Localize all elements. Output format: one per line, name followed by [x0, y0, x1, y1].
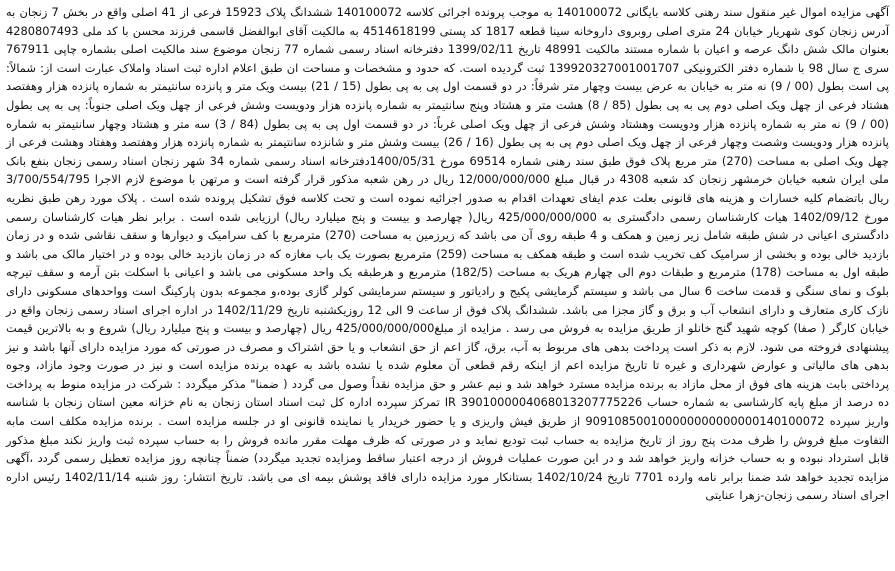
auction-notice-text: آگهی مزایده اموال غیر منقول سند رهنی کلاسه بایگانی 140100072 به موجب پرونده اجرائی کلاسه 140100072 ششدانگ پلاک 15923 فرعی از 41 اصلی واقع در بخش 7 زنجان به آدرس زنجان کوی شهریار خیابان 24 متری اصلی روبروی داروخانه سینا قطعه 1817 کد پستی 4514618199 به مالکیت آقای ابوالفضل قاسمی فرزند محسن با کد ملی 4280807493 بعنوان مالک شش دانگ عرصه و اعیان با شماره مستند مالکیت 48991 تاریخ 1399/02/11 دفترخانه اسناد رسمی شماره 77 زنجان موضوع سند مالکیت اصلی بشماره چاپی 767911 سری ج سال 98 با شماره دفتر الکترونیکی 139920327001001707 ثبت گردیده است. که حدود و مشخصات و مساحت ان طبق اعلام اداره ثبت اسناد واملاک عبارت است از: شمالاً: پی است بطول (00 / 9) نه متر به خیابان به عرض بیست وچهار متر شرقاً: در دو قسمت اول پی به پی بطول (15 / 21) بیست ویک متر و پانزده سانتیمتر به شماره پانزده هزار وهفتصد هشتاد فرعی از چهل ویک اصلی دوم پی به پی بطول (85 / 8) هشت متر و هشتاد وپنج سانتیمتر به شماره پانزده هزار ودویست وشش فرعی از چهل ویک اصلی جنوباً: پی به پی بطول (00 / 9) نه متر به شماره پانزده هزار ودویست وهشتاد وشش فرعی از چهل ویک اصلی غرباً: در دو قسمت اول پی به پی بطول (84 / 3) سه متر و هشتاد وچهار سانتیمتر به شماره پانزده هزار ودویست وشصت وچهار فرعی از چهل ویک اصلی دوم پی به پی بطول (16 / 26) بیست وشش متر و شانزده سانتیمتر به شماره پانزده هزار وهفتصد وهفتاد وهشت فرعی از چهل ویک اصلی به مساحت (270) متر مربع پلاک فوق طبق سند رهنی شماره 69514 مورخ 1400/05/31دفترخانه اسناد رسمی شماره 34 شهر زنجان اسناد رسمی زنجان بنفع بانک ملی ایران شعبه خیابان خرمشهر زنجان کد شعبه 4308 در قبال مبلغ 12/000/000/000 ریال در رهن شعبه مذکور قرار گرفته است و مرتهن با موضوع لازم الاجرا 3/700/554/795 ریال باتضمام کلیه خسارات و هزینه های قانونی بعلت عدم ایفای تعهدات اقدام به صدور اجرائیه نموده است و تحت کلاسه فوق تشکیل پرونده شده است . پلاک مورد رهن طبق نظریه مورخ 1402/09/12 هیات کارشناسان رسمی دادگستری به 425/000/000/000 ریال( چهارصد و بیست و پنج میلیارد ریال) ارزیابی شده است . برابر نظر هیات کارشناسان رسمی دادگستری اعیانی در شش طبقه شامل زیر زمین و همکف و 4 طبقه روی آن می باشد که زیرزمین به مساحت (270) مترمربع با کف سرامیک و دیوارها و سقف نقاشی شده و در زمان بازدید خالی بوده و بخشی از سرامیک کف تخریب شده است و طبقه همکف به مساحت (259) مترمربع بصورت یک باب مغازه که در زمان بازدید خالی بوده و در اختیار مالک می باشد و طبقه اول به مساحت (178) مترمربع و طبقات دوم الی چهارم هریک به مساحت (182/5) مترمربع و هرطبقه یک واحد مسکونی می باشد و اعیانی با اسکلت بتن آرمه و سقف تیرچه بلوک و نمای سنگی و قدمت ساخت 6 سال می باشد و سیستم گرمایشی پکیج و رادیاتور و سیستم سرمایشی کولر گازی بوده،و مجموعه بدون پارکینگ است وواحدهای مسکونی دارای نازک کاری متعارف و دارای انشعاب آب و برق و گاز مجزا می باشد. ششدانگ پلاک فوق از ساعت 9 الی 12 روزیکشنبه تاریخ 1402/11/29 در اداره اجرای اسناد رسمی زنجان واقع در خیابان کارگر ( صفا) کوچه شهید گنج خانلو از طریق مزایده به فروش می رسد . مزایده از مبلغ425/000/000/000 ریال (چهارصد و بیست و پنج میلیارد ریال) شروع و به بالاترین قیمت پیشنهادی فروخته می شود. لازم به ذکر است پرداخت بدهی های مربوط به آب، برق، گاز اعم از حق انشعاب و یا حق اشتراک و مصرف در صورتی که مورد مزایده دارای آنها باشد و نیز بدهی های مالیاتی و عوارض شهرداری و غیره تا تاریخ مزایده اعم از اینکه رقم قطعی آن معلوم شده یا نشده باشد به عهده برنده مزایده است و نیز در صورت وجود مازاد، وجوه پرداختی بابت هزینه های فوق از محل مازاد به برنده مزایده مسترد خواهد شد و نیم عشر و حق مزایده نقداً وصول می گردد ( ضمنا" مذکر میگردد : شرکت در مزایده منوط به پرداخت ده درصد از مبلغ پایه کارشناسی به شماره حساب 3901000004068013207775226 IR تمرکز سپرده اداره کل ثبت اسناد استان زنجان به نام خزانه معین استان زنجان با شناسه واریز سپرده 909108500100000000000000140100072 از طریق فیش واریزی و یا حضور خریدار یا نماینده قانونی او در جلسه مزایده است . برنده مزایده مکلف است مابه التفاوت مبلغ فروش را ظرف مدت پنج روز از تاریخ مزایده به حساب ثبت تودیع نماید و در صورتی که ظرف مهلت مقرر مانده فروش را به حساب سپرده ثبت واریز نکند مبلغ مذکور قابل استرداد نبوده و به حساب خزانه واریز خواهد شد و در این صورت عملیات فروش از درجه اعتبار ساقط ومزایده تجدید میگردد) ضمناً چنانچه روز مزایده تعطیل رسمی گردد ،آگهی مزایده تجدید خواهد شد ضمنا برابر نامه وارده 7701 تاریخ 1402/10/24 بستانکار مورد مزایده دارای فاقد پوشش بیمه ای می باشد. تاریخ انتشار: روز شنبه 1402/11/14 رئیس اداره اجرای اسناد رسمی زنجان-زهرا عنایتی [6, 5, 890, 503]
